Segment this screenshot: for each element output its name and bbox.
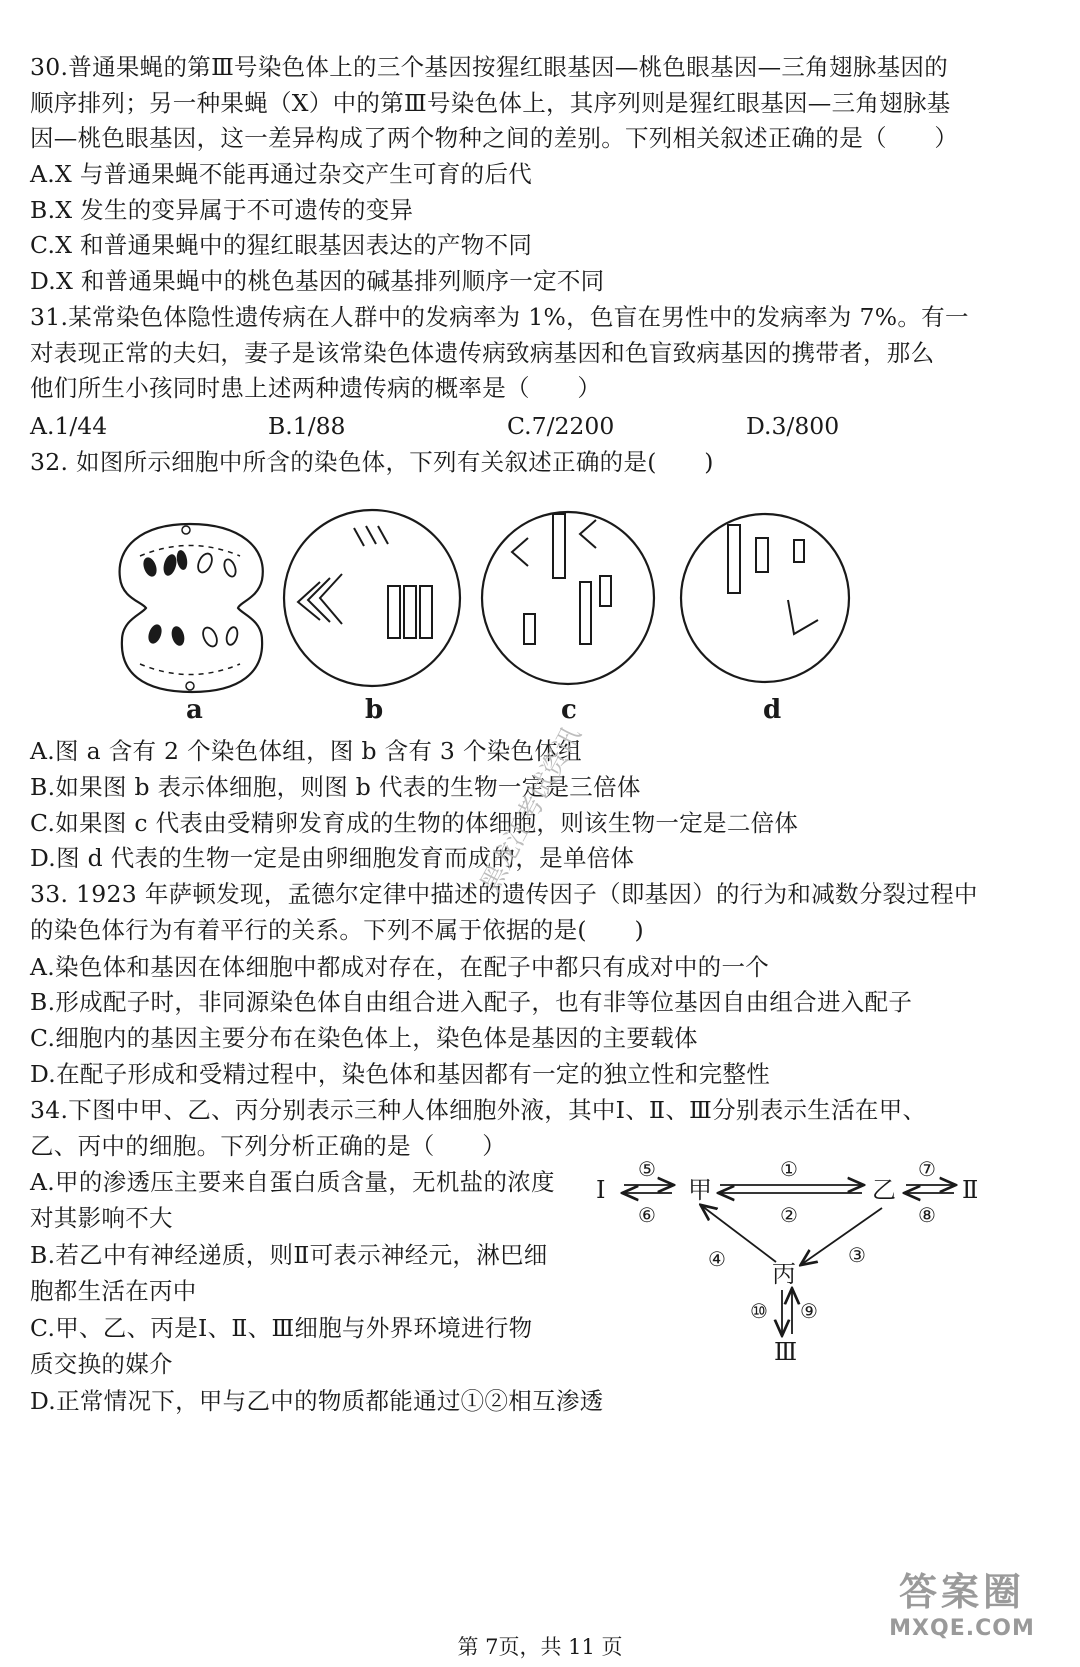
node-cell-1: Ⅰ	[596, 1176, 606, 1204]
q31-option-c: C.7/2200	[507, 412, 615, 440]
arrow-label-2: ②	[780, 1203, 798, 1227]
chromosome-figure	[0, 500, 1080, 710]
figure-label-a: a	[186, 695, 203, 725]
q31-option-a: A.1/44	[30, 412, 108, 440]
node-jia: 甲	[688, 1176, 712, 1204]
cell-d-chromosomes	[728, 525, 818, 634]
q31-stem-line3: 他们所生小孩同时患上述两种遗传病的概率是（ ）	[30, 374, 602, 402]
q33-option-b: B.形成配子时，非同源染色体自由组合进入配子，也有非等位基因自由组合进入配子	[30, 988, 913, 1016]
q30-option-c: C.X 和普通果蝇中的猩红眼基因表达的产物不同	[30, 231, 533, 259]
body-fluid-diagram	[590, 1150, 1050, 1370]
q34-option-c-line1: C.甲、乙、丙是Ⅰ、Ⅱ、Ⅲ细胞与外界环境进行物	[30, 1314, 533, 1342]
watermark-logo	[862, 1568, 1062, 1658]
arrow-label-8: ⑧	[918, 1203, 936, 1227]
watermark-logo-url: MXQE.COM	[889, 1616, 1035, 1641]
q34-option-b-line2: 胞都生活在丙中	[30, 1277, 197, 1305]
q32-option-b: B.如果图 b 表示体细胞，则图 b 代表的生物一定是三倍体	[30, 773, 641, 801]
node-cell-3: Ⅲ	[774, 1338, 798, 1366]
q34-stem-line1: 34.下图中甲、乙、丙分别表示三种人体细胞外液，其中Ⅰ、Ⅱ、Ⅲ分别表示生活在甲、	[30, 1096, 927, 1124]
q30-stem-line3: 因—桃色眼基因，这一差异构成了两个物种之间的差别。下列相关叙述正确的是（ ）	[30, 124, 959, 152]
q33-option-c: C.细胞内的基因主要分布在染色体上，染色体是基因的主要载体	[30, 1024, 698, 1052]
q31-option-d: D.3/800	[746, 412, 840, 440]
arrow-label-7: ⑦	[918, 1157, 936, 1181]
cell-a-chromosomes	[141, 549, 189, 647]
cell-d-membrane	[681, 514, 849, 682]
watermark-text: 黑龙江考试资讯	[475, 722, 588, 897]
q30-option-d: D.X 和普通果蝇中的桃色基因的碱基排列顺序一定不同	[30, 267, 605, 295]
q34-option-a-line2: 对其影响不大	[30, 1204, 173, 1232]
arrow-label-1: ①	[780, 1157, 798, 1181]
q34-option-b-line1: B.若乙中有神经递质，则Ⅱ可表示神经元，淋巴细	[30, 1241, 548, 1269]
node-bing: 丙	[772, 1260, 796, 1288]
q32-option-a: A.图 a 含有 2 个染色体组，图 b 含有 3 个染色体组	[30, 737, 582, 765]
q31-stem-line2: 对表现正常的夫妇，妻子是该常染色体遗传病致病基因和色盲致病基因的携带者，那么	[30, 339, 935, 367]
arrow-label-5: ⑤	[638, 1157, 656, 1181]
arrow-label-4: ④	[708, 1247, 726, 1271]
cell-c-membrane	[482, 512, 654, 684]
q32-option-d: D.图 d 代表的生物一定是由卵细胞发育而成的，是单倍体	[30, 844, 635, 872]
node-cell-2: Ⅱ	[962, 1176, 979, 1204]
figure-label-d: d	[763, 695, 782, 725]
arrow-label-3: ③	[848, 1243, 866, 1267]
q33-option-a: A.染色体和基因在体细胞中都成对存在，在配子中都只有成对中的一个	[30, 953, 770, 981]
q30-stem-line2: 顺序排列；另一种果蝇（X）中的第Ⅲ号染色体上，其序列则是猩红眼基因—三角翅脉基	[30, 89, 951, 117]
node-yi: 乙	[872, 1176, 896, 1204]
q30-stem-line1: 30.普通果蝇的第Ⅲ号染色体上的三个基因按猩红眼基因—桃色眼基因—三角翅脉基因的	[30, 53, 949, 81]
q32-option-c: C.如果图 c 代表由受精卵发育成的生物的体细胞，则该生物一定是二倍体	[30, 809, 799, 837]
figure-label-c: c	[561, 695, 577, 725]
arrow-label-10: ⑩	[750, 1299, 768, 1323]
cell-b-chromosomes	[298, 526, 432, 638]
watermark-logo-title: 答案圈	[898, 1570, 1025, 1614]
q30-option-b: B.X 发生的变异属于不可遗传的变异	[30, 196, 414, 224]
page-footer: 第 7页，共 11 页	[457, 1635, 623, 1659]
figure-label-b: b	[365, 695, 384, 725]
q31-stem-line1: 31.某常染色体隐性遗传病在人群中的发病率为 1%，色盲在男性中的发病率为 7%。有一	[30, 303, 969, 331]
q33-option-d: D.在配子形成和受精过程中，染色体和基因都有一定的独立性和完整性	[30, 1060, 771, 1088]
q34-option-d: D.正常情况下，甲与乙中的物质都能通过①②相互渗透	[30, 1387, 604, 1415]
q34-option-a-line1: A.甲的渗透压主要来自蛋白质含量，无机盐的浓度	[30, 1168, 555, 1196]
q32-stem: 32. 如图所示细胞中所含的染色体，下列有关叙述正确的是( )	[30, 448, 714, 476]
arrow-label-6: ⑥	[638, 1203, 656, 1227]
q34-stem-line2: 乙、丙中的细胞。下列分析正确的是（ ）	[30, 1132, 506, 1160]
q30-option-a: A.X 与普通果蝇不能再通过杂交产生可育的后代	[30, 160, 533, 188]
q34-option-c-line2: 质交换的媒介	[30, 1350, 173, 1378]
arrow-label-9: ⑨	[800, 1299, 818, 1323]
q31-option-b: B.1/88	[268, 412, 346, 440]
cell-c-chromosomes	[512, 514, 611, 644]
q33-stem-line1: 33. 1923 年萨顿发现，孟德尔定律中描述的遗传因子（即基因）的行为和减数分裂过程中	[30, 880, 978, 908]
q33-stem-line2: 的染色体行为有着平行的关系。下列不属于依据的是( )	[30, 916, 644, 944]
cell-a-membrane	[120, 524, 263, 692]
